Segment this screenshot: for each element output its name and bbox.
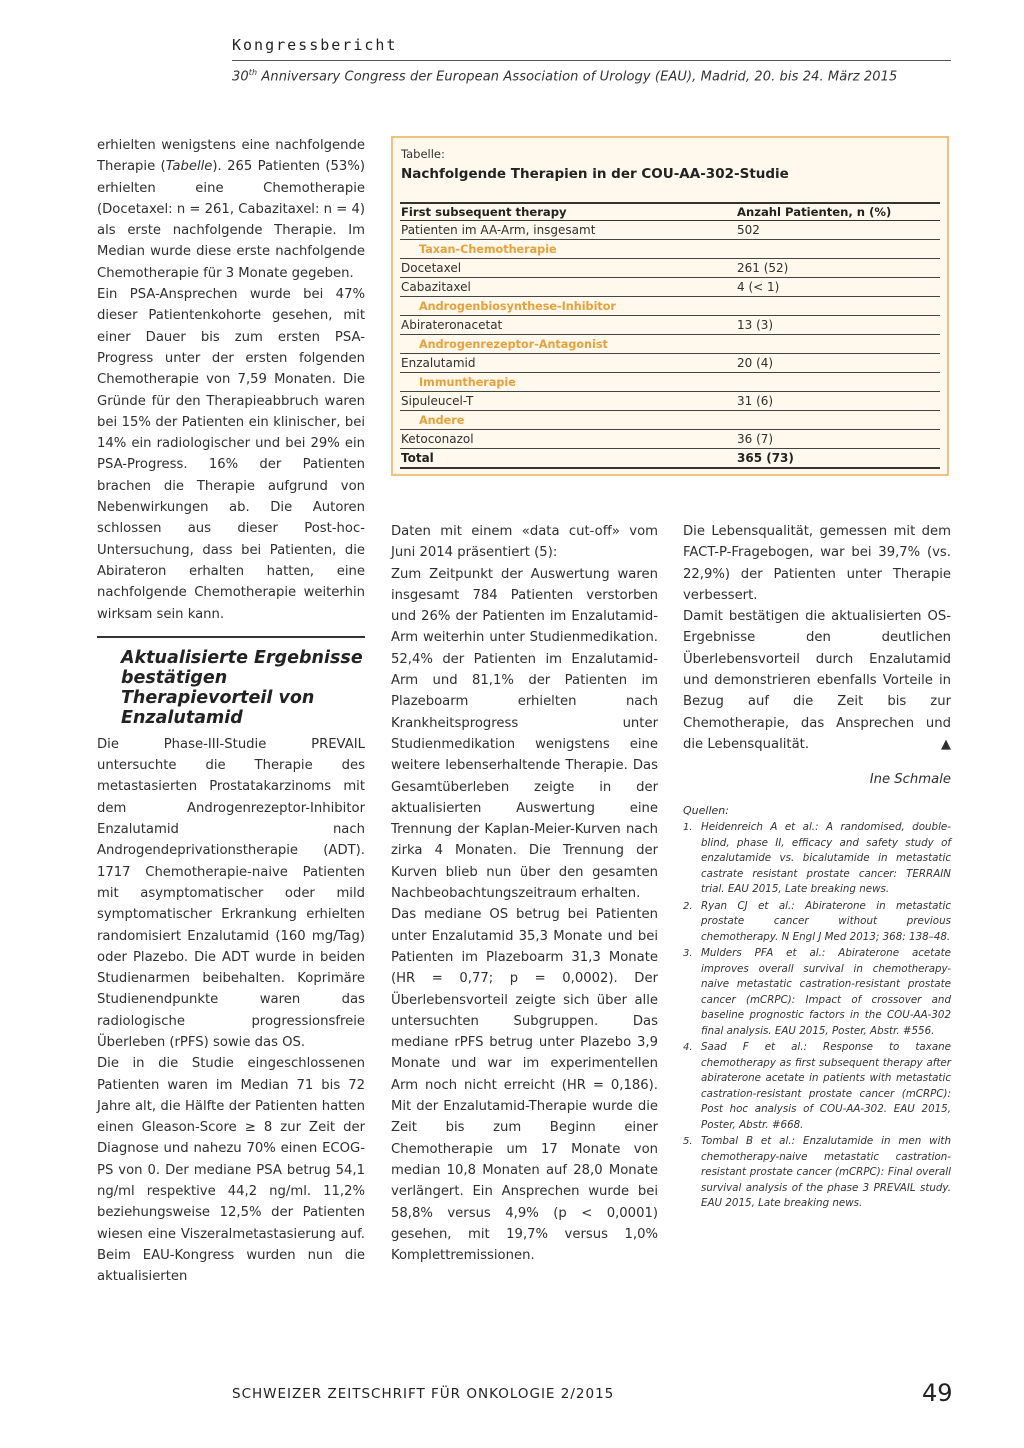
column-middle: [391, 521, 658, 1266]
table-cell-therapy: Total: [401, 451, 434, 465]
table-category-row: [400, 373, 940, 392]
table-header-cell: Anzahl Patienten, n (%): [737, 205, 892, 219]
text-run: Damit bestätigen die aktualisierten OS-Ergebnisse den deutlichen Überlebensvorteil durch Enzalutamid und demonstrieren ebenfalls Vorteile in Bezug auf die Zeit bis zur Chemotherapie, das Ansprechen und die Lebensqualität.: [683, 609, 951, 752]
table-cell-therapy: Immuntherapie: [419, 375, 516, 389]
table-cell-therapy: Androgenbiosynthese-Inhibitor: [419, 299, 616, 313]
table-cell-therapy: Abirateronacetat: [401, 318, 503, 332]
reference-number: 5.: [683, 1136, 693, 1148]
table-cell-therapy: Andere: [419, 413, 465, 427]
references-title: Quellen:: [683, 803, 729, 817]
header-rule: [232, 60, 951, 61]
table-row: [400, 430, 940, 449]
table-cell-therapy: Ketoconazol: [401, 432, 474, 446]
reference-text: Mulders PFA et al.: Abiraterone acetate improves overall survival in chemotherapy-naive metastatic castration-resistant prostate cancer (mCRPC): Impact of crossover and baseline prognostic factors in the COU-AA-302 final analysis. EAU 2015, Poster, Abstr. #556.: [701, 947, 951, 1037]
table-category-row: [400, 411, 940, 430]
table-category-row: [400, 240, 940, 259]
table-cell-count: 31 (6): [737, 394, 774, 408]
paragraph: [97, 135, 365, 284]
reference-item: [683, 946, 951, 1039]
reference-number: 4.: [683, 1042, 693, 1054]
table-category-row: [400, 335, 940, 354]
reference-text: Ryan CJ et al.: Abiraterone in metastatic prostate cancer without previous chemotherapy. N Engl J Med 2013; 368: 138–48.: [701, 899, 951, 943]
table-cell-therapy: Cabazitaxel: [401, 280, 471, 294]
table-cell-therapy: Sipuleucel-T: [401, 394, 474, 408]
column-left: [97, 135, 365, 1288]
reference-text: Tombal B et al.: Enzalutamide in men with chemotherapy-naive metastatic castration-resistant prostate cancer (mCRPC): Final overall survival analysis of the phase 3 PREVAIL study. EAU 2015, Late breaking news.: [701, 1135, 951, 1210]
end-of-article-triangle-icon: ▲: [941, 736, 951, 752]
paragraph: Das mediane OS betrug bei Patienten unter Enzalutamid 35,3 Monate und bei Patienten im Plazeboarm 31,3 Monate (HR = 0,77; p = 0,0002). Der Überlebensvorteil zeigte sich über alle untersuchten Subgruppen. Das mediane rPFS betrug unter Plazebo 3,9 Monate und war im experimentellen Arm noch nicht erreicht (HR = 0,186). Mit der Enzalutamid-Therapie wurde die Zeit bis zum Beginn einer Chemotherapie um 17 Monate von median 10,8 Monaten auf 28,0 Monate verlängert. Ein Ansprechen wurde bei 58,8% versus 4,9% (p < 0,0001) gesehen, mit 19,7% versus 1,0% Komplettremissionen.: [391, 907, 658, 1264]
paragraph: [683, 606, 951, 755]
table-title: Nachfolgende Therapien in der COU-AA-302-Studie: [401, 166, 789, 182]
running-header-title: Kongressbericht: [232, 36, 398, 54]
paragraph: Die Lebensqualität, gemessen mit dem FACT-P-Fragebogen, war bei 39,7% (vs. 22,9%) der Patienten unter Therapie verbessert.: [683, 524, 951, 603]
author-name: Ine Schmale: [869, 772, 951, 788]
table-cell-count: 4 (< 1): [737, 280, 780, 294]
footer-journal-name: SCHWEIZER ZEITSCHRIFT FÜR ONKOLOGIE 2/2015: [232, 1386, 615, 1402]
table-cell-therapy: Taxan-Chemotherapie: [419, 242, 557, 256]
reference-item: [683, 1040, 951, 1133]
table-row: [400, 354, 940, 373]
text-run: erhielten wenigstens eine nachfolgende Therapie (: [97, 138, 365, 175]
table-box: [391, 136, 949, 476]
subtitle-superscript: th: [248, 68, 258, 77]
reference-text: Saad F et al.: Response to taxane chemotherapy as first subsequent therapy after abiraterone acetate in patients with metastatic castration-resistant prostate cancer (mCRPC): Post hoc analysis of COU-AA-302. EAU 2015, Poster, Abstr. #668.: [701, 1041, 951, 1131]
table-category-row: [400, 297, 940, 316]
table-total-row: [400, 449, 940, 469]
table-cell-therapy: Androgenrezeptor-Antagonist: [419, 337, 608, 351]
page-number: 49: [922, 1379, 953, 1407]
paragraph: Ein PSA-Ansprechen wurde bei 47% dieser Patientenkohorte gesehen, mit einer Dauer bis zum ersten PSA-Progress unter der ersten folgenden Chemotherapie von 7,59 Monaten. Die Gründe für den Therapieabbruch waren bei 15% der Patienten ein klinischer, bei 14% ein radiologischer und bei 29% ein PSA-Progress. 16% der Patienten brachen die Therapie aufgrund von Nebenwirkungen ab. Die Autoren schlossen aus dieser Post-hoc-Untersuchung, dass bei Patienten, die Abirateron erhalten hatten, eine nachfolgende Chemotherapie weiterhin wirksam sein kann.: [97, 287, 365, 622]
table-row: [400, 278, 940, 297]
table-header-row: [400, 202, 940, 221]
table-cell-count: 365 (73): [737, 451, 794, 465]
table-cell-count: 13 (3): [737, 318, 774, 332]
running-header-subtitle: [232, 68, 897, 84]
table-cell-count: 261 (52): [737, 261, 789, 275]
table-cell-count: 502: [737, 223, 760, 237]
table-label: Tabelle:: [401, 147, 445, 161]
table-cell-therapy: Enzalutamid: [401, 356, 476, 370]
reference-number: 3.: [683, 948, 693, 960]
references: [683, 803, 951, 1212]
reference-item: [683, 899, 951, 946]
paragraph: Zum Zeitpunkt der Auswertung waren insgesamt 784 Patienten verstorben und 26% der Patienten im Enzalutamid-Arm weiterhin unter Studienmedikation. 52,4% der Patienten im Enzalutamid-Arm und 81,1% der Patienten im Plazeboarm erhielten nach Krankheitsprogress unter Studienmedikation wenigstens eine weitere lebenserhaltende Therapie. Das Gesamtüberleben zeigte in der aktualisierten Auswertung eine Trennung der Kaplan-Meier-Kurven nach zirka 4 Monaten. Die Trennung der Kurven blieb nun über den gesamten Nachbeobachtungszeitraum erhalten.: [391, 566, 658, 902]
table-row: [400, 316, 940, 335]
reference-item: [683, 820, 951, 898]
subtitle-number: 30: [232, 69, 249, 85]
table-cell-therapy: Docetaxel: [401, 261, 462, 275]
table-cell-count: 20 (4): [737, 356, 774, 370]
text-run: ). 265 Patienten (53%) erhielten eine Chemotherapie (Docetaxel: n = 261, Cabazitaxel: n = 4) als erste nachfolgende Therapie. Im Median wurde diese erste nachfolgende Chemotherapie für 3 Monate gegeben.: [97, 159, 366, 281]
table-row: [400, 221, 940, 240]
section-rule: [97, 636, 365, 638]
paragraph: Die in die Studie eingeschlossenen Patienten waren im Median 71 bis 72 Jahre alt, die Hälfte der Patienten hatten einen Gleason-Score ≥ 8 zur Zeit der Diagnose und nahezu 70% einen ECOG-PS von 0. Der mediane PSA betrug 54,1 ng/ml respektive 44,2 ng/ml. 11,2% beziehungsweise 12,5% der Patienten wiesen eine Viszeralmetastasierung auf. Beim EAU-Kongress wurden nun die aktualisierten: [97, 1056, 365, 1285]
reference-item: [683, 1134, 951, 1212]
paragraph: Die Phase-III-Studie PREVAIL untersuchte die Therapie des metastasierten Prostatakarzinoms mit dem Androgenrezeptor-Inhibitor Enzalutamid nach Androgendeprivationstherapie (ADT). 1717 Chemotherapie-naive Patienten mit asymptomatischer oder mild symptomatischer Erkrankung erhielten randomisiert Enzalutamid (160 mg/Tag) oder Plazebo. Die ADT wurde in beiden Studienarmen beibehalten. Koprimäre Studienendpunkte waren das radiologische progressionsfreie Überleben (rPFS) sowie das OS.: [97, 736, 365, 1050]
table-cell-therapy: Patienten im AA-Arm, insgesamt: [401, 223, 596, 237]
table-header-cell: First subsequent therapy: [401, 205, 567, 219]
table-row: [400, 259, 940, 278]
reference-text: Heidenreich A et al.: A randomised, double-blind, phase II, efficacy and safety study of enzalutamide vs. bicalutamide in metastatic castrate resistant prostate cancer: TERRAIN trial. EAU 2015, Late breaking news.: [701, 821, 951, 896]
table-row: [400, 392, 940, 411]
reference-number: 2.: [683, 900, 693, 912]
section-heading: Aktualisierte Ergebnisse bestätigen Therapievorteil von Enzalutamid: [121, 647, 363, 728]
therapy-table: [400, 202, 940, 469]
reference-number: 1.: [683, 822, 693, 834]
paragraph: Daten mit einem «data cut-off» vom Juni 2014 präsentiert (5):: [391, 524, 658, 561]
subtitle-text: Anniversary Congress der European Association of Urology (EAU), Madrid, 20. bis 24. März 2015: [257, 69, 898, 85]
table-cell-count: 36 (7): [737, 432, 774, 446]
column-right: [683, 521, 951, 1213]
table-reference: Tabelle: [165, 159, 213, 175]
